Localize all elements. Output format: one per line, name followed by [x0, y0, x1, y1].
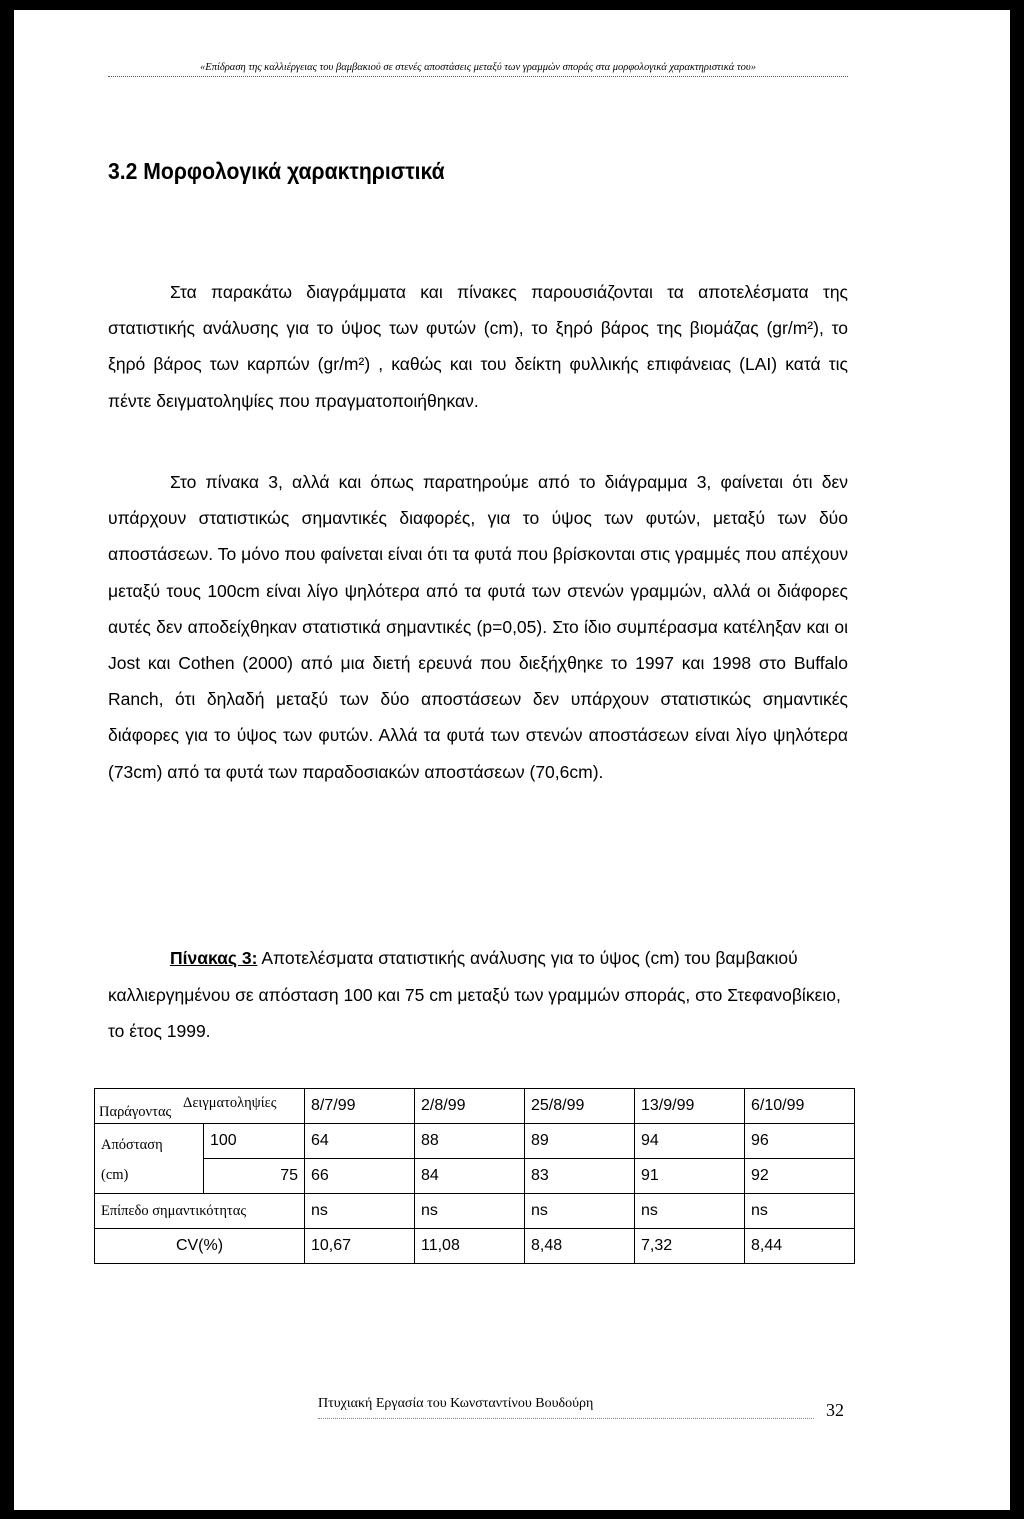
table-row [95, 1194, 855, 1229]
caption-text: Αποτελέσματα στατιστικής ανάλυσης για το ύψος (cm) του βαμβακιού καλλιεργημένου σε απόσταση 100 και 75 cm μεταξύ των γραμμών σποράς, στο Στεφανοβίκειο, το έτος 1999. [108, 948, 841, 1041]
paragraph-2: Στο πίνακα 3, αλλά και όπως παρατηρούμε από το διάγραμμα 3, φαίνεται ότι δεν υπάρχουν στατιστικώς σημαντικές διαφορές, για το ύψος των φυτών, μεταξύ των δύο αποστάσεων. Το μόνο που φαίνεται είναι ότι τα φυτά που βρίσκονται στις γραμμές που απέχουν μεταξύ τους 100cm είναι λίγο ψηλότερα από τα φυτά των στενών γραμμών, αλλά οι διάφορες αυτές δεν αποδείχθηκαν στατιστικά σημαντικές (p=0,05). Στο ίδιο συμπέρασμα κατέληξαν και οι Jost και Cothen (2000) από μια διετή ερευνά που διεξήχθηκε το 1997 και 1998 στο Buffalo Ranch, ότι δηλαδή μεταξύ των δύο αποστάσεων δεν υπάρχουν στατιστικώς σημαντικές διάφορες για το ύψος των φυτών. Αλλά τα φυτά των στενών αποστάσεων είναι λίγο ψηλότερα (73cm) από τα φυτά των παραδοσιακών αποστάσεων (70,6cm). [108, 472, 848, 782]
date-header: 13/9/99 [635, 1089, 745, 1124]
table-cell: 8,44 [745, 1229, 855, 1264]
date-header: 6/10/99 [745, 1089, 855, 1124]
table-cell: 91 [635, 1159, 745, 1194]
date-header: 2/8/99 [415, 1089, 525, 1124]
table-cell: ns [525, 1194, 635, 1229]
table-cell: 7,32 [635, 1229, 745, 1264]
date-header: 25/8/99 [525, 1089, 635, 1124]
corner-bottom-label: Παράγοντας [99, 1104, 172, 1120]
table-cell: ns [635, 1194, 745, 1229]
table-cell: ns [745, 1194, 855, 1229]
table-cell: 10,67 [305, 1229, 415, 1264]
date-header: 8/7/99 [305, 1089, 415, 1124]
table-cell: 89 [525, 1124, 635, 1159]
table-row [95, 1159, 855, 1194]
table-cell: 88 [415, 1124, 525, 1159]
results-table [94, 1088, 855, 1264]
table-cell: 66 [305, 1159, 415, 1194]
table-cell: 94 [635, 1124, 745, 1159]
page-number: 32 [826, 1400, 844, 1420]
running-header: «Επίδραση της καλλιέργειας του βαμβακιού σε στενές αποστάσεις μεταξύ των γραμμών σποράς στα μορφολογικά χαρακτηριστικά του» [108, 62, 848, 77]
table-header-row [95, 1089, 855, 1124]
corner-top-label: Δειγματοληψίες [183, 1095, 277, 1111]
distance-value: 100 [204, 1124, 305, 1159]
table-row [95, 1229, 855, 1264]
table-row [95, 1124, 855, 1159]
table-caption [108, 940, 848, 1050]
table-cell: 92 [745, 1159, 855, 1194]
paragraph-1: Στα παρακάτω διαγράμματα και πίνακες παρουσιάζονται τα αποτελέσματα της στατιστικής ανάλυσης για το ύψος των φυτών (cm), το ξηρό βάρος της βιομάζας (gr/m²), το ξηρό βάρος των καρπών (gr/m²) , καθώς και του δείκτη φυλλικής επιφάνειας (LAI) κατά τις πέντε δειγματοληψίες που πραγματοποιήθηκαν. [108, 282, 848, 411]
corner-cell [95, 1089, 305, 1124]
table-cell: 11,08 [415, 1229, 525, 1264]
table-cell: ns [415, 1194, 525, 1229]
distance-value: 75 [204, 1159, 305, 1194]
footer-text: Πτυχιακή Εργασία του Κωνσταντίνου Βουδούρη [318, 1396, 594, 1411]
table-cell: 84 [415, 1159, 525, 1194]
distance-unit: (cm) [101, 1167, 129, 1183]
table-cell: ns [305, 1194, 415, 1229]
table-cell: 64 [305, 1124, 415, 1159]
table-cell: 8,48 [525, 1229, 635, 1264]
distance-label-cell [95, 1124, 204, 1194]
distance-label: Απόσταση [101, 1137, 163, 1153]
table-cell: 96 [745, 1124, 855, 1159]
caption-label: Πίνακας 3: [170, 948, 258, 968]
footer-divider [318, 1418, 814, 1419]
section-title: 3.2 Μορφολογικά χαρακτηριστικά [108, 158, 445, 184]
significance-label: Επίπεδο σημαντικότητας [95, 1194, 305, 1229]
cv-label: CV(%) [95, 1229, 305, 1264]
table-cell: 83 [525, 1159, 635, 1194]
